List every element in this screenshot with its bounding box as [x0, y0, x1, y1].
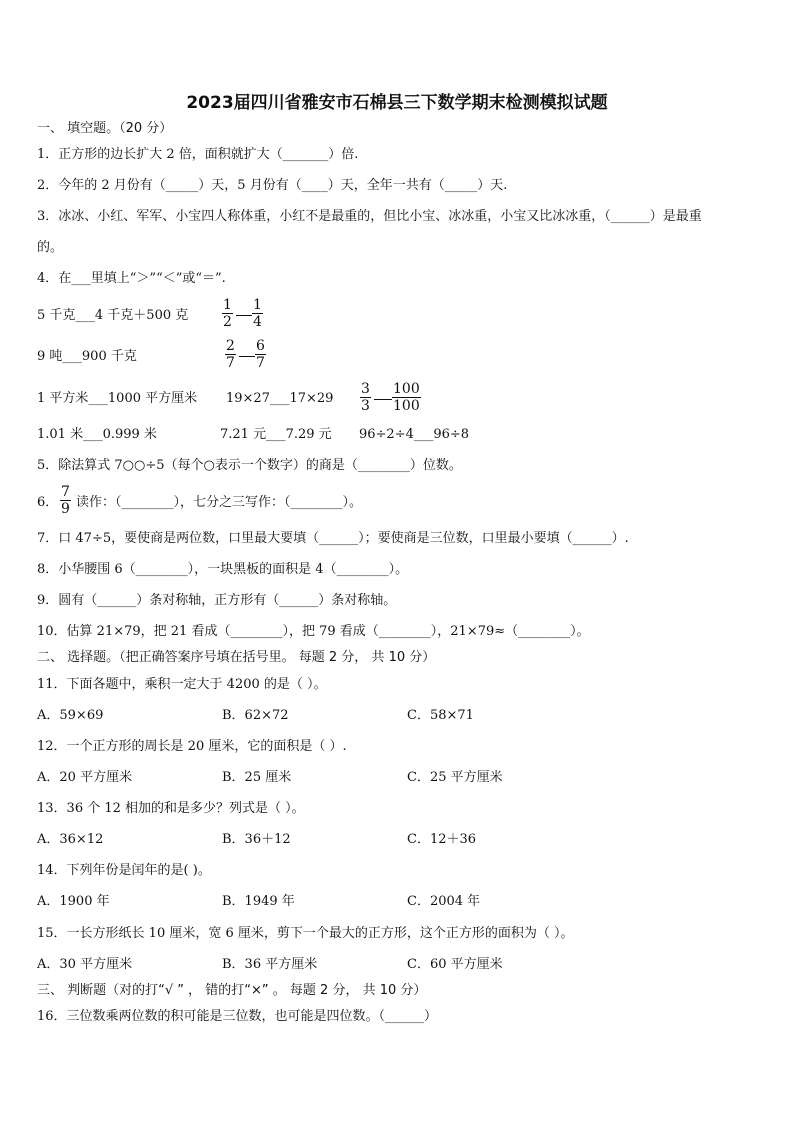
q15-option-c: C．60 平方厘米	[407, 957, 503, 972]
q4-row3-fraction-a	[360, 381, 371, 414]
q4-row2-left: 9 吨___900 千克	[37, 349, 137, 364]
question-15-stem: 15．一长方形纸长 10 厘米，宽 6 厘米，剪下一个最大的正方形，这个正方形的面积为（ ）。	[37, 926, 574, 941]
question-9: 9．圆有（______）条对称轴，正方形有（______）条对称轴。	[37, 593, 397, 608]
section-2-header: 二、 选择题。（把正确答案序号填在括号里。 每题 2 分， 共 10 分）	[37, 650, 436, 665]
question-10: 10．估算 21×79，把 21 看成（________），把 79 看成（________），21×79≈（________）。	[37, 624, 590, 639]
q4-row3-mid: 19×27___17×29	[226, 391, 334, 406]
q13-option-b: B．36＋12	[222, 832, 291, 847]
denominator: 3	[361, 398, 370, 414]
question-6-text: 读作：（________），七分之三写作：（________）。	[76, 495, 363, 510]
q12-option-a: A．20 平方厘米	[37, 770, 133, 785]
question-13-stem: 13．36 个 12 相加的和是多少？列式是（ ）。	[37, 801, 305, 816]
q4-row2-fraction-b	[255, 338, 266, 371]
q4-row1-fraction-b	[252, 297, 263, 330]
q4-row2-fraction-a	[225, 338, 236, 371]
q4-row3-fraction-b	[392, 381, 421, 414]
q15-option-a: A．30 平方厘米	[37, 957, 133, 972]
numerator: 1	[223, 297, 232, 313]
question-14-stem: 14．下列年份是闰年的是( )。	[37, 863, 211, 878]
question-6-fraction	[60, 484, 71, 517]
numerator: 1	[253, 297, 262, 313]
denominator: 100	[393, 398, 420, 414]
question-7: 7．口 47÷5，要使商是两位数，口里最大要填（______）；要使商是三位数，口里最小要填（______）.	[37, 531, 629, 546]
denominator: 7	[226, 355, 235, 371]
q4-row1-left: 5 千克___4 千克＋500 克	[37, 308, 189, 323]
compare-blank	[374, 399, 392, 400]
q4-row4-left: 1.01 米___0.999 米	[37, 427, 157, 442]
question-6-number: 6．	[37, 495, 59, 510]
numerator: 3	[361, 381, 370, 397]
question-11-stem: 11．下面各题中，乘积一定大于 4200 的是（ ）。	[37, 677, 327, 692]
q4-row4-right: 96÷2÷4___96÷8	[359, 427, 470, 442]
question-16: 16．三位数乘两位数的积可能是三位数，也可能是四位数。（______）	[37, 1009, 438, 1024]
q12-option-c: C．25 平方厘米	[407, 770, 503, 785]
q14-option-b: B．1949 年	[222, 894, 295, 909]
page-title: 2023届四川省雅安市石棉县三下数学期末检测模拟试题	[186, 93, 608, 113]
compare-blank	[236, 315, 252, 316]
q14-option-a: A．1900 年	[37, 894, 110, 909]
denominator: 2	[223, 314, 232, 330]
denominator: 7	[256, 355, 265, 371]
question-4-stem: 4．在___里填上“＞”“＜”或“＝”.	[37, 271, 226, 286]
numerator: 2	[226, 338, 235, 354]
q13-option-a: A．36×12	[37, 832, 104, 847]
question-1: 1．正方形的边长扩大 2 倍，面积就扩大（_______）倍.	[37, 147, 359, 162]
question-12-stem: 12．一个正方形的周长是 20 厘米，它的面积是（ ）.	[37, 739, 347, 754]
question-3-line-2: 的。	[37, 240, 64, 255]
denominator: 9	[61, 501, 70, 517]
question-5: 5．除法算式 7○○÷5（每个○表示一个数字）的商是（________）位数。	[37, 458, 462, 473]
q14-option-c: C．2004 年	[407, 894, 481, 909]
q11-option-a: A．59×69	[37, 708, 104, 723]
q4-row4-mid: 7.21 元___7.29 元	[220, 427, 332, 442]
section-1-header: 一、 填空题。（20 分）	[37, 121, 173, 136]
q12-option-b: B．25 厘米	[222, 770, 292, 785]
q4-row3-left: 1 平方米___1000 平方厘米	[37, 391, 198, 406]
question-3-line-1: 3．冰冰、小红、军军、小宝四人称体重，小红不是最重的，但比小宝、冰冰重，小宝又比冰冰重，（______）是最重	[37, 209, 702, 224]
numerator: 100	[393, 381, 420, 397]
q11-option-b: B．62×72	[222, 708, 289, 723]
q11-option-c: C．58×71	[407, 708, 474, 723]
numerator: 6	[256, 338, 265, 354]
section-3-header: 三、 判断题（对的打“√ ” ， 错的打“×” 。 每题 2 分， 共 10 分）	[37, 983, 427, 998]
numerator: 7	[61, 484, 70, 500]
q13-option-c: C．12＋36	[407, 832, 477, 847]
question-8: 8．小华腰围 6（________），一块黑板的面积是 4（________）。	[37, 562, 409, 577]
denominator: 4	[253, 314, 262, 330]
compare-blank	[239, 356, 255, 357]
q4-row1-fraction-a	[222, 297, 233, 330]
q15-option-b: B．36 平方厘米	[222, 957, 318, 972]
question-2: 2．今年的 2 月份有（_____）天，5 月份有（____）天，全年一共有（_____）天.	[37, 178, 508, 193]
